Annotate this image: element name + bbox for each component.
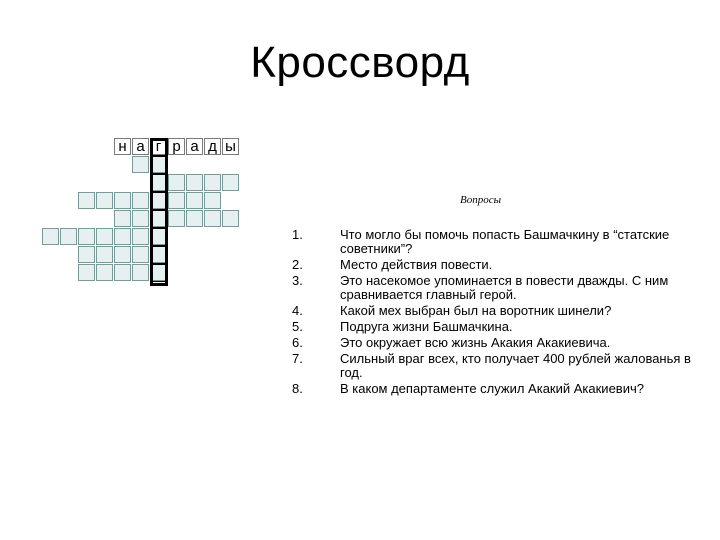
crossword-letter-cell: а xyxy=(132,138,149,155)
question-number: 1. xyxy=(292,227,303,242)
question-item xyxy=(292,336,692,350)
question-item xyxy=(292,228,692,256)
questions-heading: Вопросы xyxy=(460,194,502,206)
crossword-cell[interactable] xyxy=(168,192,185,209)
question-text: В каком департаменте служил Акакий Акакиевич? xyxy=(340,381,644,396)
question-item xyxy=(292,382,692,396)
question-item xyxy=(292,258,692,272)
crossword-cell[interactable] xyxy=(60,228,77,245)
crossword-cell[interactable] xyxy=(204,174,221,191)
question-number: 3. xyxy=(292,273,303,288)
crossword-letter-cell: ы xyxy=(222,138,239,155)
crossword-cell[interactable] xyxy=(150,228,167,245)
question-item xyxy=(292,304,692,318)
crossword-cell[interactable] xyxy=(96,246,113,263)
questions-list xyxy=(292,228,692,398)
crossword-cell[interactable] xyxy=(132,228,149,245)
crossword-cell[interactable] xyxy=(150,156,167,173)
crossword-cell[interactable] xyxy=(222,210,239,227)
crossword-cell[interactable] xyxy=(114,264,131,281)
question-item xyxy=(292,274,692,302)
question-number: 2. xyxy=(292,257,303,272)
question-number: 6. xyxy=(292,335,303,350)
crossword-letter-cell: р xyxy=(168,138,185,155)
crossword-cell[interactable] xyxy=(114,228,131,245)
crossword-letter-cell: г xyxy=(150,138,167,155)
crossword-cell[interactable] xyxy=(150,246,167,263)
crossword-cell[interactable] xyxy=(168,174,185,191)
question-text: Это окружает всю жизнь Акакия Акакиевича. xyxy=(340,335,611,350)
slide-title: Кроссворд xyxy=(250,38,470,87)
crossword-cell[interactable] xyxy=(186,210,203,227)
question-text: Это насекомое упоминается в повести дважды. С ним сравнивается главный герой. xyxy=(340,273,669,302)
crossword-cell[interactable] xyxy=(132,192,149,209)
crossword-letter-cell: д xyxy=(204,138,221,155)
crossword-cell[interactable] xyxy=(96,264,113,281)
crossword-cell[interactable] xyxy=(132,246,149,263)
question-number: 5. xyxy=(292,319,303,334)
question-text: Что могло бы помочь попасть Башмачкину в “статские советники”? xyxy=(340,227,670,256)
crossword-cell[interactable] xyxy=(114,192,131,209)
crossword-letter-cell: н xyxy=(114,138,131,155)
crossword-cell[interactable] xyxy=(186,192,203,209)
question-text: Какой мех выбран был на воротник шинели? xyxy=(340,303,612,318)
crossword-cell[interactable] xyxy=(204,210,221,227)
crossword-cell[interactable] xyxy=(78,228,95,245)
question-number: 7. xyxy=(292,351,303,366)
crossword-cell[interactable] xyxy=(150,192,167,209)
crossword-cell[interactable] xyxy=(114,210,131,227)
question-number: 4. xyxy=(292,303,303,318)
crossword-cell[interactable] xyxy=(78,246,95,263)
crossword-cell[interactable] xyxy=(96,192,113,209)
question-number: 8. xyxy=(292,381,303,396)
crossword-cell[interactable] xyxy=(114,246,131,263)
crossword-cell[interactable] xyxy=(150,210,167,227)
crossword-cell[interactable] xyxy=(132,264,149,281)
crossword-cell[interactable] xyxy=(186,174,203,191)
crossword-cell[interactable] xyxy=(222,174,239,191)
question-item xyxy=(292,320,692,334)
crossword-cell[interactable] xyxy=(204,192,221,209)
crossword-cell[interactable] xyxy=(96,228,113,245)
crossword-cell[interactable] xyxy=(42,228,59,245)
question-item xyxy=(292,352,692,380)
crossword-letter-cell: а xyxy=(186,138,203,155)
crossword-cell[interactable] xyxy=(168,210,185,227)
question-text: Сильный враг всех, кто получает 400 рублей жалованья в год. xyxy=(340,351,691,380)
question-text: Место действия повести. xyxy=(340,257,493,272)
crossword-cell[interactable] xyxy=(150,174,167,191)
question-text: Подруга жизни Башмачкина. xyxy=(340,319,513,334)
crossword-cell[interactable] xyxy=(150,264,167,281)
crossword-cell[interactable] xyxy=(78,192,95,209)
crossword-cell[interactable] xyxy=(132,156,149,173)
crossword-cell[interactable] xyxy=(78,264,95,281)
crossword-cell[interactable] xyxy=(132,210,149,227)
